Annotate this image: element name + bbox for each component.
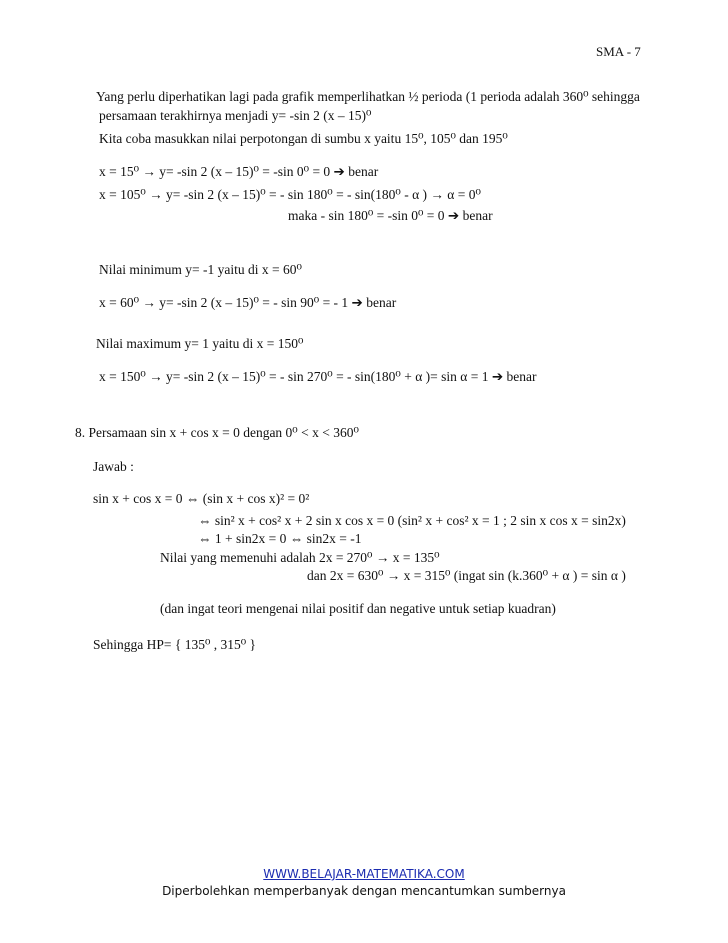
solution-step-5: dan 2x = 630⁰ → x = 315⁰ (ingat sin (k.360⁰ + α ) = sin α ) — [307, 568, 626, 583]
maximum-title: Nilai maximum y= 1 yaitu di x = 150⁰ — [96, 336, 304, 351]
paragraph-line-1: Yang perlu diperhatikan lagi pada grafik memperlihatkan ½ perioda (1 perioda adalah 360⁰ sehingga — [96, 89, 640, 104]
solution-step-3: ⇔ 1 + sin2x = 0 ⇔ sin2x = -1 — [198, 531, 362, 546]
page-label: SMA - 7 — [596, 44, 641, 59]
footer-website-row — [0, 867, 728, 881]
calc-line-2: x = 105⁰ → y= -sin 2 (x – 15)⁰ = - sin 180⁰ = - sin(180⁰ - α ) → α = 0⁰ — [99, 187, 481, 202]
solution-step-1: sin x + cos x = 0 ⇔ (sin x + cos x)² = 0² — [93, 491, 310, 506]
problem-8-statement: 8. Persamaan sin x + cos x = 0 dengan 0⁰ < x < 360⁰ — [75, 425, 359, 440]
paragraph-line-2: persamaan terakhirnya menjadi y= -sin 2 (x – 15)⁰ — [99, 108, 372, 123]
calc-line-3: maka - sin 180⁰ = -sin 0⁰ = 0 ➔ benar — [288, 208, 493, 223]
website-link[interactable]: WWW.BELAJAR-MATEMATIKA.COM — [263, 867, 465, 881]
solution-set: Sehingga HP= { 135⁰ , 315⁰ } — [93, 637, 257, 652]
minimum-calc: x = 60⁰ → y= -sin 2 (x – 15)⁰ = - sin 90⁰ = - 1 ➔ benar — [99, 295, 397, 310]
calc-line-1: x = 15⁰ → y= -sin 2 (x – 15)⁰ = -sin 0⁰ = 0 ➔ benar — [99, 164, 379, 179]
solution-step-4: Nilai yang memenuhi adalah 2x = 270⁰ → x = 135⁰ — [160, 550, 440, 565]
quadrant-note: (dan ingat teori mengenai nilai positif dan negative untuk setiap kuadran) — [160, 601, 556, 616]
footer-notice: Diperbolehkan memperbanyak dengan mencantumkan sumbernya — [162, 884, 566, 898]
answer-label: Jawab : — [93, 459, 134, 474]
maximum-calc: x = 150⁰ → y= -sin 2 (x – 15)⁰ = - sin 270⁰ = - sin(180⁰ + α )= sin α = 1 ➔ benar — [99, 369, 537, 384]
solution-step-2: ⇔ sin² x + cos² x + 2 sin x cos x = 0 (sin² x + cos² x = 1 ; 2 sin x cos x = sin2x) — [198, 513, 626, 528]
paragraph-line-3: Kita coba masukkan nilai perpotongan di sumbu x yaitu 15⁰, 105⁰ dan 195⁰ — [99, 131, 508, 146]
minimum-title: Nilai minimum y= -1 yaitu di x = 60⁰ — [99, 262, 302, 277]
